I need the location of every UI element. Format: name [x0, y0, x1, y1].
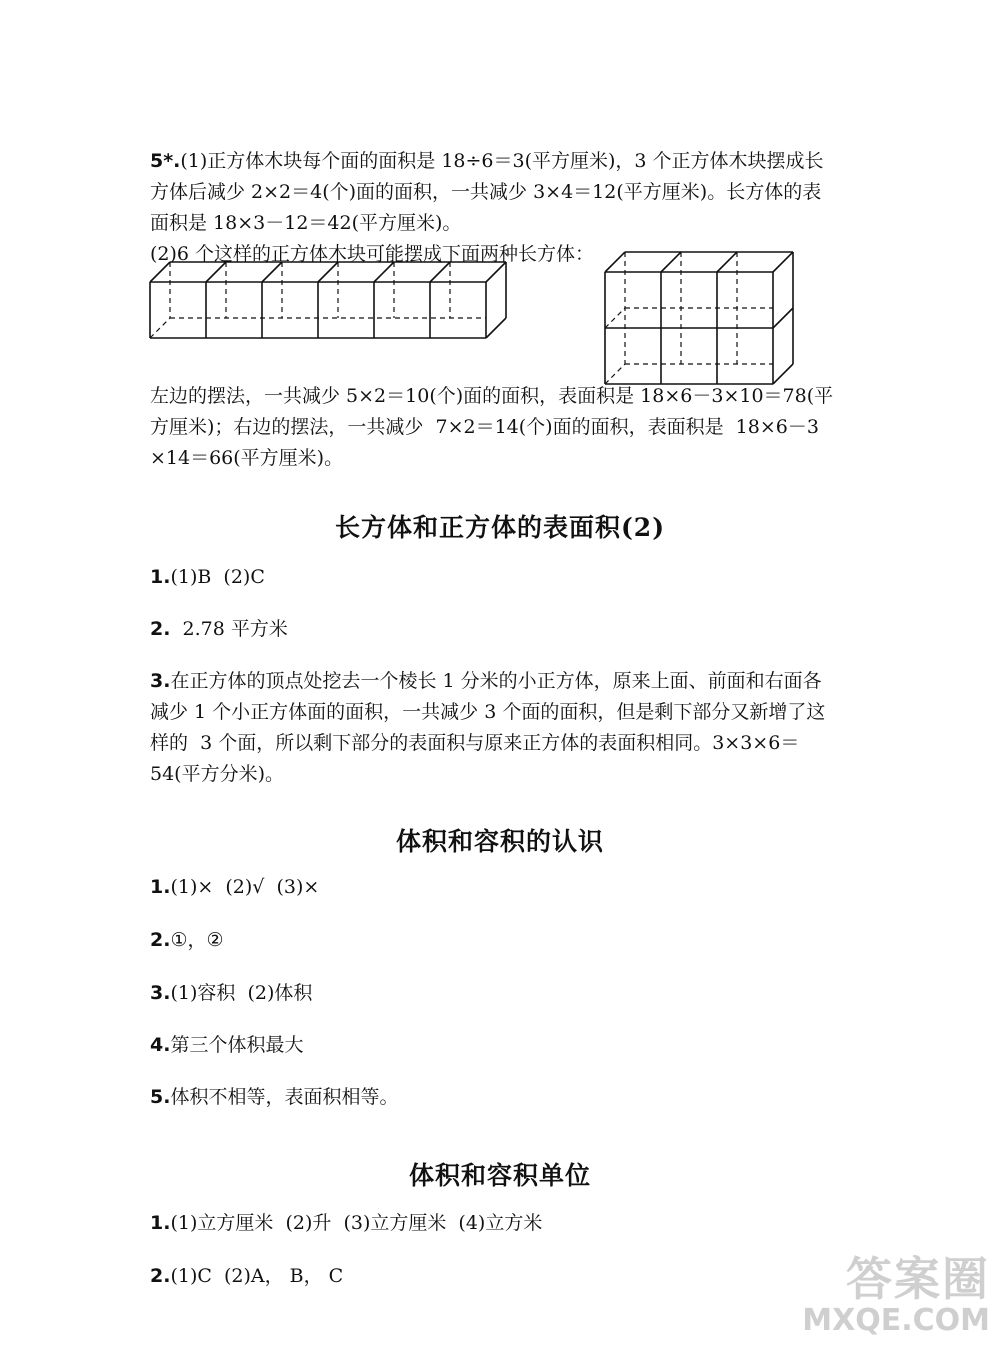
answer-4: 4.第三个体积最大: [150, 1034, 304, 1056]
edge: [486, 318, 506, 338]
answer-1: 1.(1)立方厘米 (2)升 (3)立方厘米 (4)立方米: [150, 1212, 543, 1234]
edge: [486, 262, 506, 282]
edge: [661, 252, 681, 272]
edge: [773, 308, 793, 328]
answer-3: 3.在正方体的顶点处挖去一个棱长 1 分米的小正方体，原来上面、前面和右面各 减少 1 个小正方体面的面积，一共减少 3 个面的面积，但是剩下部分又新增了这 样的 3 个面，所以剩下部分的表面积与原来正方体的表面积相同。3×3×6＝ 54(平方分米)。: [150, 670, 826, 785]
problem-5-explanation: [150, 381, 850, 474]
edge: [318, 262, 338, 282]
text-line: (1)正方体木块每个面的面积是 18÷6＝3(平方厘米)，3 个正方体木块摆成长: [180, 150, 824, 172]
edge: [206, 262, 226, 282]
answer-1: 1.(1)B (2)C: [150, 566, 265, 588]
answer-2: 2.(1)C (2)A， B， C: [150, 1265, 344, 1287]
answer-2: 2. 2.78 平方米: [150, 618, 288, 640]
text-line: 面积是 18×3－12＝42(平方厘米)。: [150, 212, 462, 234]
edge: [374, 262, 394, 282]
text-line: 左边的摆法，一共减少 5×2＝10(个)面的面积，表面积是 18×6－3×10＝78(平: [150, 385, 834, 407]
edge: [605, 252, 625, 272]
problem-number: 5*.: [150, 150, 181, 172]
text-line: 方体后减少 2×2＝4(个)面的面积，一共减少 3×4＝12(平方厘米)。长方体的表: [150, 181, 822, 203]
section-title: 体积和容积单位: [408, 1161, 591, 1190]
hidden-edge: [605, 308, 625, 328]
answer-5: 5.体积不相等，表面积相等。: [150, 1086, 399, 1108]
hidden-edge: [150, 318, 170, 338]
edge: [262, 262, 282, 282]
edge: [150, 262, 170, 282]
text-line: (2)6 个这样的正方体木块可能摆成下面两种长方体：: [150, 243, 595, 265]
text-line: 方厘米)；右边的摆法，一共减少 7×2＝14(个)面的面积，表面积是 18×6－3: [150, 416, 819, 438]
edge: [717, 252, 737, 272]
section-title: 体积和容积的认识: [395, 827, 604, 856]
watermark-logo: 答案圈 MXQE.COM: [802, 1252, 990, 1338]
edge: [430, 262, 450, 282]
section-title: 长方体和正方体的表面积(2): [334, 513, 666, 542]
answer-1: 1.(1)× (2)√ (3)×: [150, 876, 320, 898]
text-line: ×14＝66(平方厘米)。: [150, 447, 344, 469]
answer-2: 2.①，②: [150, 929, 224, 951]
cuboid-row-figure: [148, 260, 513, 346]
answer-3: 3.(1)容积 (2)体积: [150, 982, 313, 1004]
edge: [773, 252, 793, 272]
